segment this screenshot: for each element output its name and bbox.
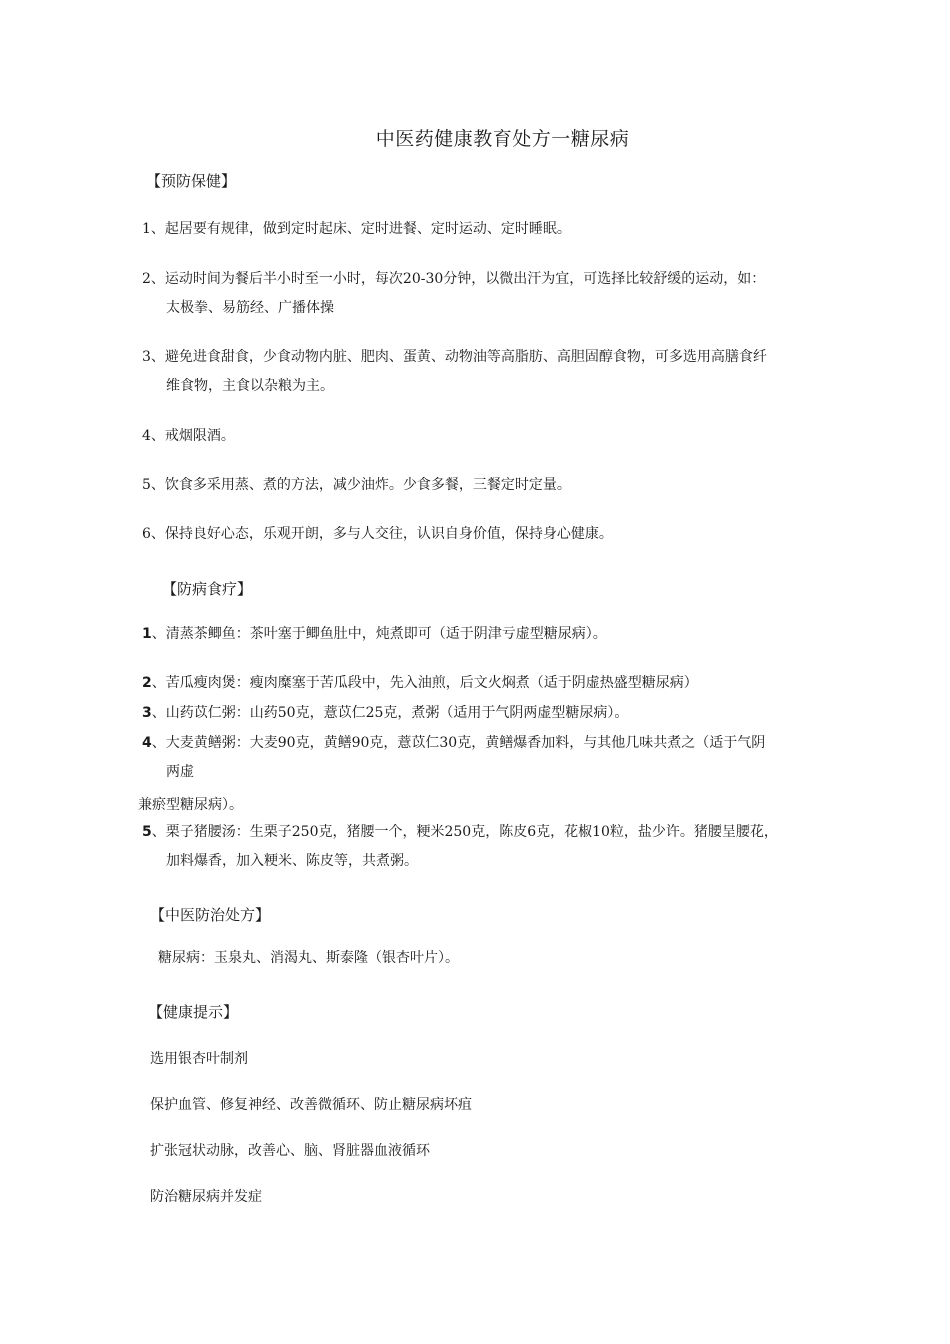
- item-text: 起居要有规律，做到定时起床、定时进餐、定时运动、定时睡眠。: [164, 221, 571, 237]
- prevention-item-5: [142, 471, 862, 500]
- item-number: 4: [142, 735, 152, 751]
- item-text-continuation: 维食物，主食以杂粮为主。: [166, 378, 334, 394]
- item-text: 戒烟限酒。: [164, 428, 235, 444]
- item-text-continuation: 太极拳、易筋经、广播体操: [166, 300, 334, 316]
- tip-item: 选用银杏叶制剂: [150, 1051, 248, 1067]
- item-number: 5、: [142, 477, 165, 493]
- item-separator: 、: [151, 824, 166, 840]
- item-text: 避免进食甜食，少食动物内脏、肥肉、蛋黄、动物油等高脂肪、高胆固醇食物，可多选用高膳食纤: [164, 349, 767, 365]
- item-number: 1: [142, 626, 152, 642]
- item-separator: 、: [151, 675, 166, 691]
- item-number: 3: [142, 705, 152, 721]
- item-text-continuation: 两虚: [166, 764, 194, 780]
- item-number: 4、: [142, 428, 165, 444]
- item-number: 5: [142, 824, 152, 840]
- item-separator: 、: [151, 626, 166, 642]
- item-text-continuation: 加料爆香，加入粳米、陈皮等，共煮粥。: [166, 853, 418, 869]
- tcm-heading: 【中医防治处方】: [150, 906, 271, 924]
- prevention-item-2: [142, 265, 862, 323]
- tips-heading: 【健康提示】: [148, 1003, 239, 1021]
- item-number: 3、: [142, 349, 165, 365]
- tcm-prescription-text: 糖尿病：玉泉丸、消渴丸、斯泰隆（银杏叶片）。: [158, 950, 459, 966]
- item-text: 饮食多采用蒸、煮的方法，减少油炸。少食多餐，三餐定时定量。: [164, 477, 571, 493]
- tip-item: 保护血管、修复神经、改善微循环、防止糖尿病坏疽: [150, 1097, 472, 1113]
- diet-item-4: [142, 729, 867, 787]
- tip-item: 扩张冠状动脉，改善心、脑、肾脏器血液循环: [150, 1143, 430, 1159]
- item-text: 清蒸茶鲫鱼：茶叶塞于鲫鱼肚中，炖煮即可（适于阴津亏虚型糖尿病）。: [165, 626, 607, 642]
- item-separator: 、: [151, 735, 166, 751]
- document-title: 中医药健康教育处方一糖尿病: [375, 128, 630, 150]
- item-text: 运动时间为餐后半小时至一小时，每次20-30分钟，以微出汗为宜，可选择比较舒缓的运动，如：: [164, 271, 766, 287]
- item-separator: 、: [151, 705, 166, 721]
- prevention-item-3: [142, 343, 862, 401]
- diet-item-3: [142, 699, 867, 728]
- item-number: 6、: [142, 526, 165, 542]
- diet-item-4-continuation: 兼瘀型糖尿病）。: [138, 797, 243, 813]
- prevention-item-4: [142, 422, 862, 451]
- prevention-heading: 【预防保健】: [146, 172, 237, 190]
- item-text: 栗子猪腰汤：生栗子250克，猪腰一个，粳米250克，陈皮6克，花椒10粒，盐少许。猪腰呈腰花，: [165, 824, 778, 840]
- item-text: 苦瓜瘦肉煲：瘦肉糜塞于苦瓜段中，先入油煎，后文火焖煮（适于阴虚热盛型糖尿病）: [165, 675, 698, 691]
- prevention-item-1: [142, 215, 862, 244]
- diet-heading: 【防病食疗】: [162, 580, 253, 598]
- diet-item-1: [142, 620, 867, 649]
- item-number: 2、: [142, 271, 165, 287]
- item-number: 2: [142, 675, 152, 691]
- item-text: 大麦黄鳝粥：大麦90克，黄鳝90克，薏苡仁30克，黄鳝爆香加料，与其他几味共煮之（适于气阴: [165, 735, 766, 751]
- diet-item-5: [142, 818, 867, 876]
- diet-item-2: [142, 669, 867, 698]
- prevention-item-6: [142, 520, 862, 549]
- tip-item: 防治糖尿病并发症: [150, 1189, 262, 1205]
- item-text: 山药苡仁粥：山药50克，薏苡仁25克，煮粥（适用于气阴两虚型糖尿病）。: [165, 705, 629, 721]
- item-text: 保持良好心态，乐观开朗，多与人交往，认识自身价值，保持身心健康。: [164, 526, 613, 542]
- item-number: 1、: [142, 221, 165, 237]
